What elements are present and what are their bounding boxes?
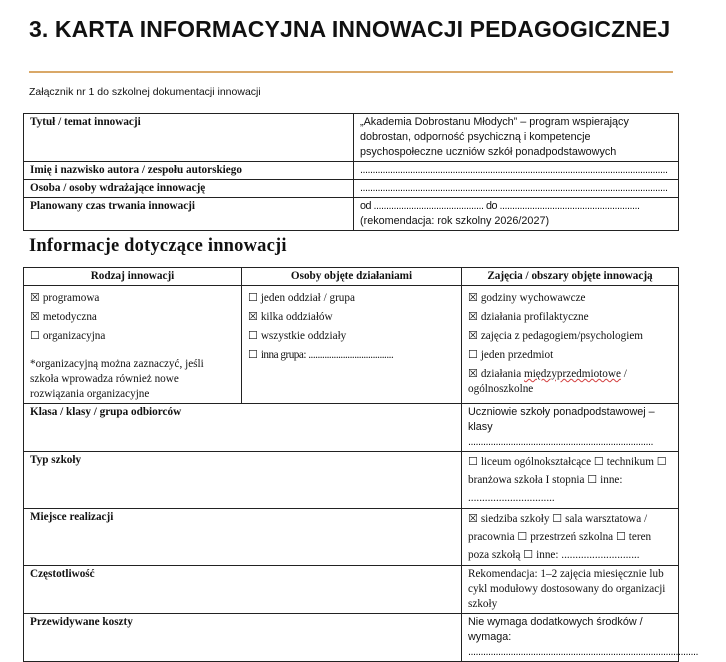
annex-note: Załącznik nr 1 do szkolnej dokumentacji innowacji xyxy=(29,86,261,98)
table-row xyxy=(24,566,679,614)
option-label: organizacyjna xyxy=(42,330,106,342)
option-pedagogue[interactable] xyxy=(468,329,672,344)
author-field[interactable]: ........................................................................................................................... xyxy=(354,162,679,180)
option-interdisciplinary[interactable] xyxy=(468,367,672,397)
option-label: programowa xyxy=(42,292,100,304)
innovation-type-cell xyxy=(24,286,242,404)
option-label: kilka oddziałów xyxy=(260,311,333,323)
table-row xyxy=(24,198,679,231)
checkbox-icon[interactable]: ☐ xyxy=(30,330,41,342)
school-type-label: Typ szkoły xyxy=(24,452,462,509)
option-metodyczna[interactable] xyxy=(30,310,235,325)
checkbox-icon[interactable]: ☒ xyxy=(468,368,479,380)
checkbox-icon[interactable]: ☒ xyxy=(30,311,41,323)
option-homeroom[interactable] xyxy=(468,291,672,306)
implementer-field[interactable]: ........................................................................................................................... xyxy=(354,180,679,198)
duration-field[interactable] xyxy=(354,198,679,231)
checkbox-icon[interactable]: ☒ xyxy=(248,311,259,323)
table-row xyxy=(24,180,679,198)
checkbox-icon[interactable]: ☐ xyxy=(248,330,259,342)
option-label: godziny wychowawcze xyxy=(480,292,586,304)
topic-label: Tytuł / temat innowacji xyxy=(24,114,354,162)
option-label: działania profilaktyczne xyxy=(480,311,589,323)
recipients-text: Uczniowie szkoły ponadpodstawowej – klasy xyxy=(468,406,655,433)
table-row xyxy=(24,614,679,662)
option-prevention[interactable] xyxy=(468,310,672,325)
option-organizacyjna[interactable] xyxy=(30,329,235,344)
checkbox-icon[interactable]: ☐ xyxy=(248,292,259,304)
innovation-details-table xyxy=(23,267,698,662)
option-label-part: działania xyxy=(480,368,524,380)
header-persons: Osoby objęte działaniami xyxy=(242,268,462,286)
author-label: Imię i nazwisko autora / zespołu autorskiego xyxy=(24,162,354,180)
option-label-part: / ogólnoszkolne xyxy=(468,368,627,395)
table-row xyxy=(24,509,679,566)
checkbox-icon[interactable]: ☐ xyxy=(248,349,259,361)
implementer-label: Osoba / osoby wdrażające innowację xyxy=(24,180,354,198)
spellcheck-word: międzyprzedmiotowe xyxy=(524,368,621,380)
recipients-field[interactable] xyxy=(462,404,679,452)
option-one-class[interactable] xyxy=(248,291,455,306)
location-field[interactable]: ☒ siedziba szkoły ☐ sala warsztatowa / pracownia ☐ przestrzeń szkolna ☐ teren poza szkołą ☐ inne: ............................ xyxy=(462,509,679,566)
option-label: jeden oddział / grupa xyxy=(260,292,355,304)
option-label: wszystkie oddziały xyxy=(260,330,347,342)
title-divider xyxy=(29,71,673,73)
location-label: Miejsce realizacji xyxy=(24,509,462,566)
header-innovation-type: Rodzaj innowacji xyxy=(24,268,242,286)
option-programowa[interactable] xyxy=(30,291,235,306)
checkbox-icon[interactable]: ☒ xyxy=(468,330,479,342)
areas-cell xyxy=(462,286,679,404)
table-row xyxy=(24,114,679,162)
option-label: metodyczna xyxy=(42,311,97,323)
duration-recommendation: (rekomendacja: rok szkolny 2026/2027) xyxy=(360,215,550,227)
recipients-label: Klasa / klasy / grupa odbiorców xyxy=(24,404,462,452)
frequency-label: Częstotliwość xyxy=(24,566,462,614)
costs-blank[interactable]: ............................................................................................ xyxy=(468,646,698,658)
checkbox-icon[interactable]: ☐ xyxy=(468,349,479,361)
option-one-subject[interactable] xyxy=(468,348,672,363)
checkbox-icon[interactable]: ☒ xyxy=(30,292,41,304)
frequency-field[interactable]: Rekomendacja: 1–2 zajęcia miesięcznie lub cykl modułowy dostosowany do organizacji szkoły xyxy=(462,566,679,614)
table-header-row xyxy=(24,268,679,286)
costs-label: Przewidywane koszty xyxy=(24,614,462,662)
recipients-blank[interactable]: .......................................................................... xyxy=(468,436,653,448)
topic-value[interactable]: „Akademia Dobrostanu Młodych” – program wspierający dobrostan, odporność psychiczną i kompetencje psychospołeczne uczniów szkół ponadpodstawowych xyxy=(354,114,679,162)
costs-field[interactable] xyxy=(462,614,698,662)
header-areas: Zajęcia / obszary objęte innowacją xyxy=(462,268,679,286)
basic-info-table xyxy=(23,113,679,231)
checkbox-icon[interactable]: ☒ xyxy=(468,311,479,323)
option-label: zajęcia z pedagogiem/psychologiem xyxy=(480,330,643,342)
table-row xyxy=(24,162,679,180)
option-all-classes[interactable] xyxy=(248,329,455,344)
organizational-note: *organizacyjną można zaznaczyć, jeśli szkoła wprowadza również nowe rozwiązania organizacyjne xyxy=(30,358,204,400)
school-type-field[interactable]: ☐ liceum ogólnokształcące ☐ technikum ☐ branżowa szkoła I stopnia ☐ inne: ............................... xyxy=(462,452,679,509)
checkbox-icon[interactable]: ☒ xyxy=(468,292,479,304)
option-other-group[interactable] xyxy=(248,348,455,363)
persons-cell xyxy=(242,286,462,404)
duration-range[interactable]: od ............................................ do ........................................................ xyxy=(360,200,640,212)
table-row xyxy=(24,404,679,452)
table-row xyxy=(24,452,679,509)
section-title: Informacje dotyczące innowacji xyxy=(29,236,287,256)
option-label: jeden przedmiot xyxy=(480,349,554,361)
option-several-classes[interactable] xyxy=(248,310,455,325)
duration-label: Planowany czas trwania innowacji xyxy=(24,198,354,231)
document-title: 3. KARTA INFORMACYJNA INNOWACJI PEDAGOGICZNEJ xyxy=(29,16,671,42)
option-label: inna grupa: ..................................... xyxy=(260,349,394,361)
costs-text: Nie wymaga dodatkowych środków / wymaga: xyxy=(468,616,643,643)
table-row xyxy=(24,286,679,404)
